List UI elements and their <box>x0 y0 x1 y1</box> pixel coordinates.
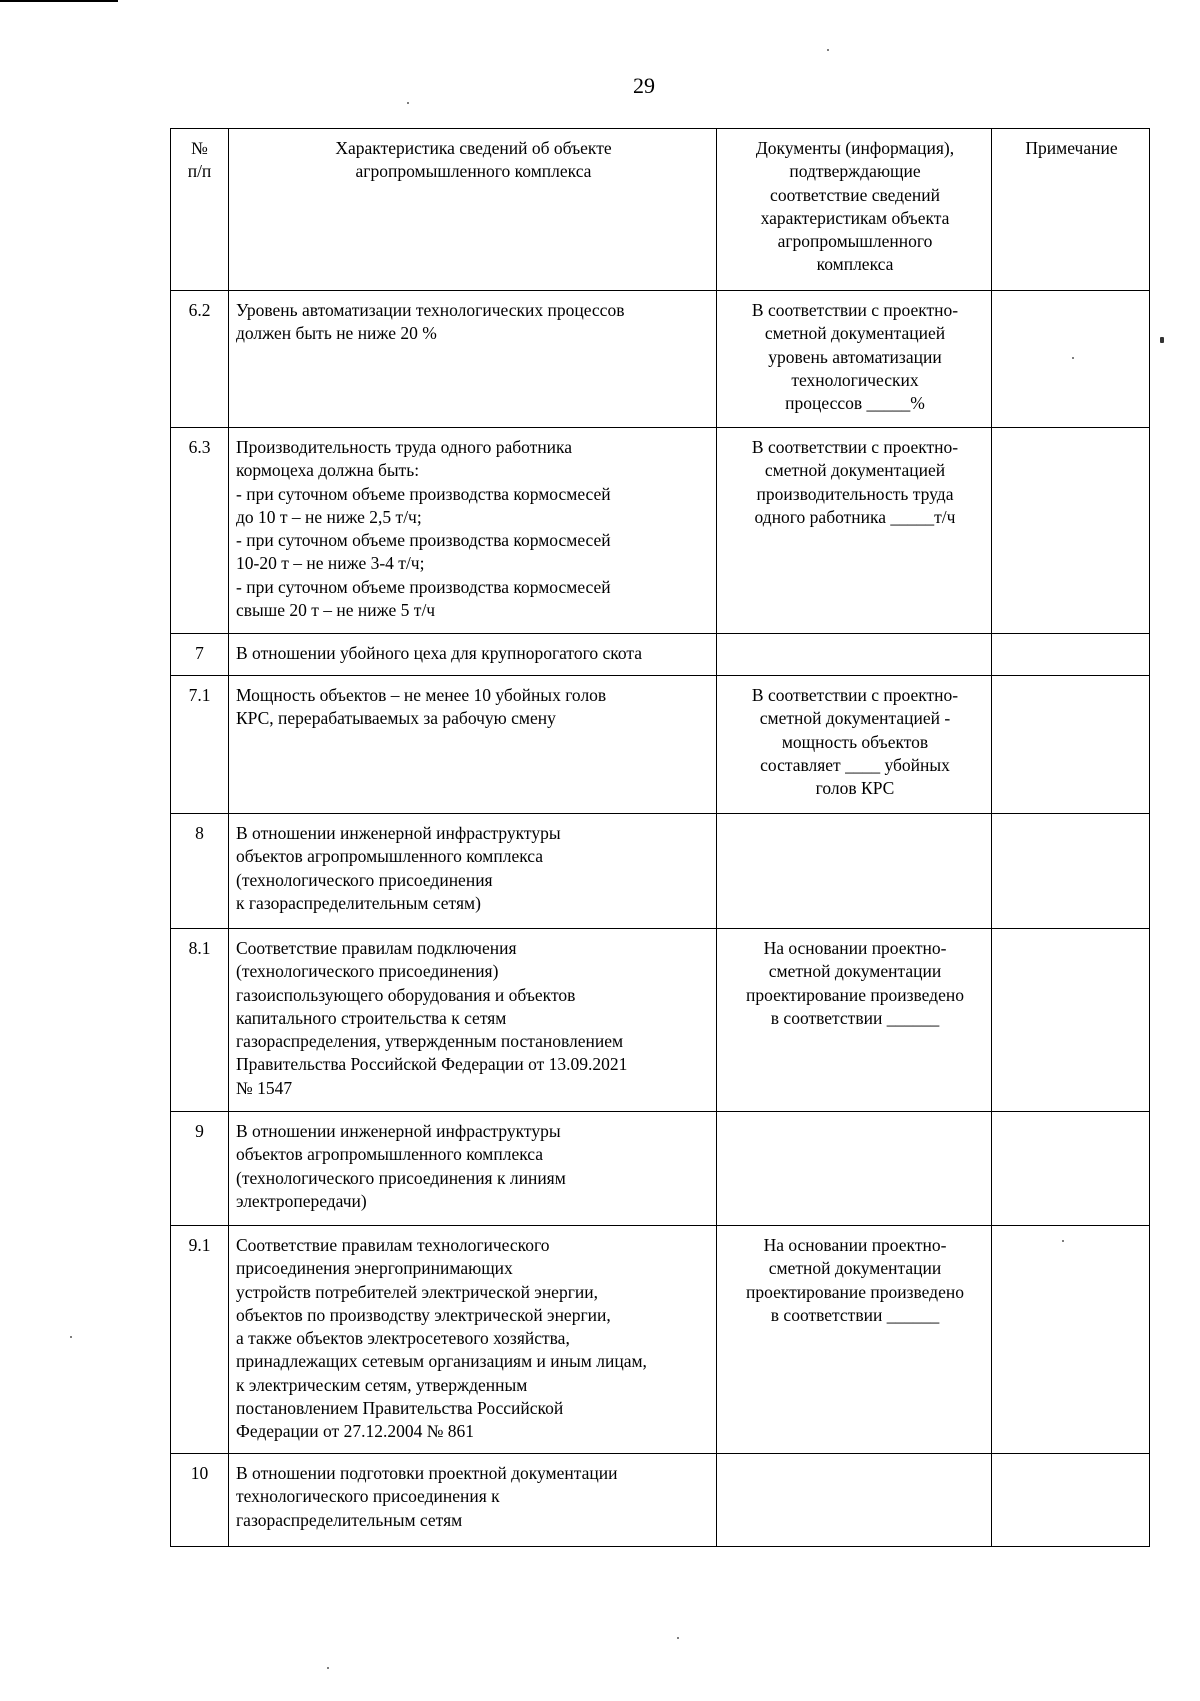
scan-speck <box>407 102 409 104</box>
scan-speck <box>827 49 829 51</box>
row-characteristic: В отношении инженерной инфраструктуры объектов агропромышленного комплекса (технологического присоединения к линиям электропередачи) <box>229 1112 717 1226</box>
scan-speck <box>677 1637 679 1639</box>
table-row <box>171 676 1150 814</box>
row-number: 10 <box>171 1454 229 1547</box>
row-number: 6.3 <box>171 428 229 634</box>
row-characteristic: Соответствие правилам подключения (технологического присоединения) газоиспользующего оборудования и объектов капитального строительства к сетям газораспределения, утвержденным постановлением Правительства Российской Федерации от 13.09.2021 № 1547 <box>229 929 717 1112</box>
header-number: № п/п <box>171 129 229 291</box>
top-edge-rule <box>0 0 118 2</box>
table-row <box>171 291 1150 428</box>
row-number: 7.1 <box>171 676 229 814</box>
row-note <box>992 291 1150 428</box>
table-row <box>171 1226 1150 1454</box>
row-characteristic: Мощность объектов – не менее 10 убойных голов КРС, перерабатываемых за рабочую смену <box>229 676 717 814</box>
header-documents: Документы (информация), подтверждающие соответствие сведений характеристикам объекта агропромышленного комплекса <box>717 129 992 291</box>
row-number: 8 <box>171 814 229 929</box>
table-row <box>171 814 1150 929</box>
table-row <box>171 428 1150 634</box>
row-note <box>992 634 1150 676</box>
row-documents: В соответствии с проектно- сметной документацией - мощность объектов составляет ____ убойных голов КРС <box>717 676 992 814</box>
row-documents: На основании проектно- сметной документации проектирование произведено в соответствии ______ <box>717 1226 992 1454</box>
header-note: Примечание <box>992 129 1150 291</box>
row-documents <box>717 1112 992 1226</box>
row-characteristic: В отношении подготовки проектной документации технологического присоединения к газораспределительным сетям <box>229 1454 717 1547</box>
table-row <box>171 1112 1150 1226</box>
row-note <box>992 929 1150 1112</box>
row-characteristic: В отношении убойного цеха для крупнорогатого скота <box>229 634 717 676</box>
row-number: 9 <box>171 1112 229 1226</box>
row-characteristic: В отношении инженерной инфраструктуры объектов агропромышленного комплекса (технологического присоединения к газораспределительным сетям) <box>229 814 717 929</box>
scan-speck <box>70 1336 72 1338</box>
row-note <box>992 1454 1150 1547</box>
header-characteristic: Характеристика сведений об объекте агропромышленного комплекса <box>229 129 717 291</box>
table-row <box>171 1454 1150 1547</box>
row-note <box>992 1226 1150 1454</box>
row-note <box>992 1112 1150 1226</box>
row-documents <box>717 1454 992 1547</box>
row-documents: На основании проектно- сметной документации проектирование произведено в соответствии ______ <box>717 929 992 1112</box>
table-row <box>171 634 1150 676</box>
table-header-row <box>171 129 1150 291</box>
row-documents <box>717 634 992 676</box>
row-number: 9.1 <box>171 1226 229 1454</box>
table-row <box>171 929 1150 1112</box>
row-documents: В соответствии с проектно- сметной документацией уровень автоматизации технологических процессов _____% <box>717 291 992 428</box>
row-characteristic: Уровень автоматизации технологических процессов должен быть не ниже 20 % <box>229 291 717 428</box>
row-note <box>992 676 1150 814</box>
page-number: 29 <box>633 73 655 98</box>
row-documents <box>717 814 992 929</box>
row-note <box>992 814 1150 929</box>
row-number: 6.2 <box>171 291 229 428</box>
row-note <box>992 428 1150 634</box>
row-characteristic: Производительность труда одного работника кормоцеха должна быть: - при суточном объеме производства кормосмесей до 10 т – не ниже 2,5 т/ч; - при суточном объеме производства кормосмесей 10-20 т – не ниже 3-4 т/ч; - при суточном объеме производства кормосмесей свыше 20 т – не ниже 5 т/ч <box>229 428 717 634</box>
row-documents: В соответствии с проектно- сметной документацией производительность труда одного работника _____т/ч <box>717 428 992 634</box>
row-characteristic: Соответствие правилам технологического присоединения энергопринимающих устройств потребителей электрической энергии, объектов по производству электрической энергии, а также объектов электросетевого хозяйства, принадлежащих сетевым организациям и иным лицам, к электрическим сетям, утвержденным постановлением Правительства Российской Федерации от 27.12.2004 № 861 <box>229 1226 717 1454</box>
requirements-table <box>170 128 1150 1547</box>
row-number: 7 <box>171 634 229 676</box>
scan-speck <box>1160 337 1164 343</box>
row-number: 8.1 <box>171 929 229 1112</box>
scan-speck <box>327 1667 329 1669</box>
